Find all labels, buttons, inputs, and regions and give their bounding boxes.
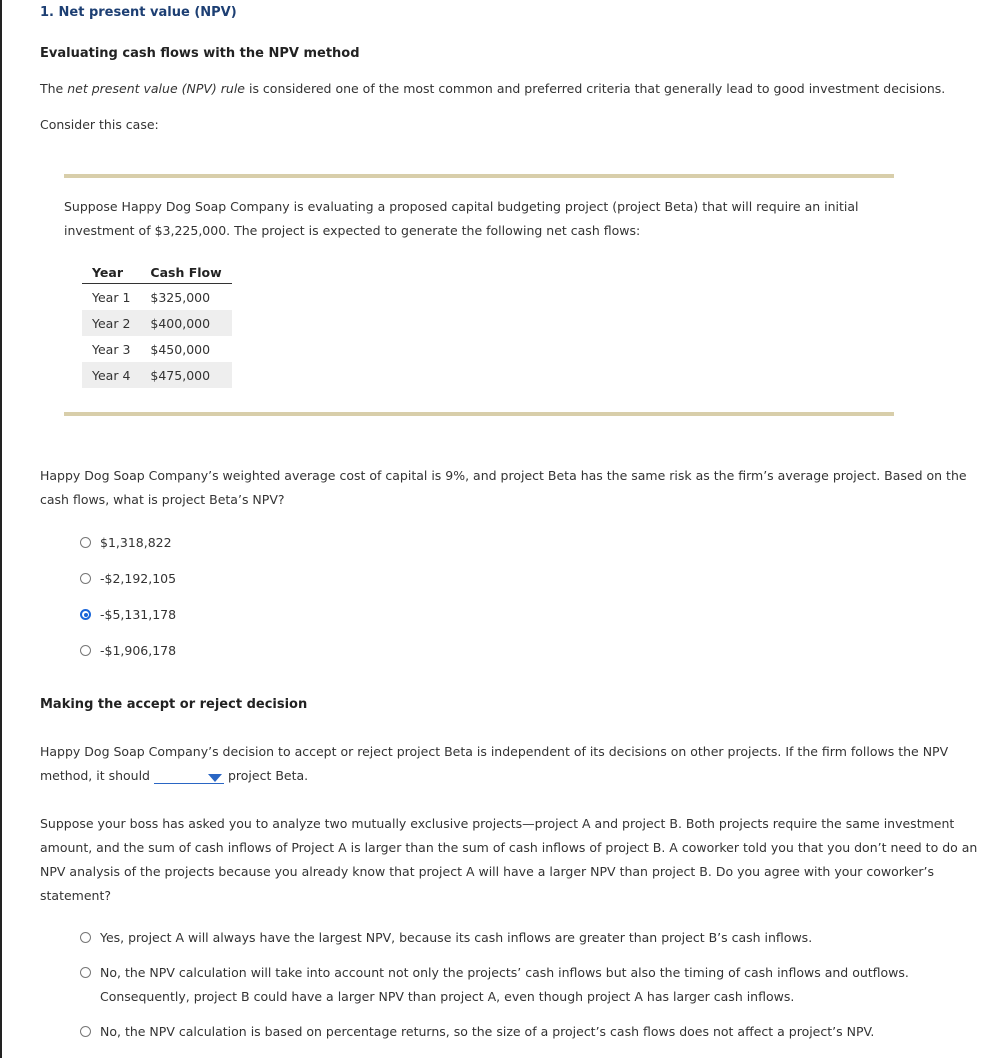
table-row (82, 336, 232, 362)
npv-option-3[interactable] (80, 607, 176, 622)
decision-text-line-2 (40, 764, 308, 788)
decision-text-start: method, it should (40, 768, 150, 783)
header-year: Year (82, 261, 140, 284)
section-heading-npv-method: Evaluating cash flows with the NPV method (40, 46, 360, 61)
table-header-row (82, 261, 232, 284)
radio-button[interactable] (80, 967, 91, 978)
option-label: $1,318,822 (100, 535, 172, 550)
intro-npv-rule-term: net present value (NPV) rule (67, 81, 245, 96)
case-text-line-2: investment of $3,225,000. The project is expected to generate the following net cash flows: (64, 223, 641, 238)
npv-option-2[interactable] (80, 571, 176, 586)
agree-option-3[interactable] (80, 1020, 874, 1044)
scenario-text-line-4: statement? (40, 888, 111, 903)
header-cash-flow: Cash Flow (140, 261, 231, 284)
agree-option-2[interactable] (80, 961, 909, 1009)
table-row (82, 310, 232, 336)
option-label (100, 961, 909, 1009)
chevron-down-icon[interactable] (208, 774, 222, 782)
radio-button-selected[interactable] (80, 609, 91, 620)
year-cell: Year 4 (82, 362, 140, 388)
year-cell: Year 3 (92, 341, 131, 357)
option-label: Yes, project A will always have the largest NPV, because its cash inflows are greater than project B’s cash inflows. (100, 930, 813, 945)
year-cell: Year 1 (92, 289, 131, 305)
cash-flow-cell: $450,000 (150, 341, 211, 357)
cash-flow-cell: $400,000 (140, 310, 231, 336)
decision-text-end: project Beta. (227, 768, 309, 783)
npv-option-1[interactable] (80, 535, 172, 550)
case-text-line-1: Suppose Happy Dog Soap Company is evaluating a proposed capital budgeting project (project Beta) that will require an initial (64, 199, 859, 214)
radio-button[interactable] (80, 537, 91, 548)
npv-question-line-2: cash flows, what is project Beta’s NPV? (40, 492, 285, 507)
cash-flow-table (82, 261, 232, 388)
radio-button[interactable] (80, 1026, 91, 1037)
option-label: -$1,906,178 (100, 643, 177, 658)
npv-option-4[interactable] (80, 643, 176, 658)
scenario-text-line-3: NPV analysis of the projects because you already know that project A will have a larger NPV than project B. Do you agree with your coworker’s (40, 864, 935, 879)
intro-text-start: The (40, 81, 68, 96)
option-label-line-2: Consequently, project B could have a larger NPV than project A, even though project A has larger cash inflows. (100, 989, 795, 1004)
intro-text-end: is considered one of the most common and preferred criteria that generally lead to good investment decisions. (245, 81, 946, 96)
section-heading-accept-reject: Making the accept or reject decision (40, 697, 308, 712)
consider-text: Consider this case: (40, 117, 159, 132)
accept-reject-dropdown[interactable] (154, 769, 224, 784)
cash-flow-cell: $475,000 (140, 362, 231, 388)
npv-question-line-1: Happy Dog Soap Company’s weighted average cost of capital is 9%, and project Beta has the same risk as the firm’s average project. Based on the (40, 468, 967, 483)
table-row (82, 284, 232, 311)
case-bottom-rule (64, 412, 894, 416)
option-label: No, the NPV calculation is based on percentage returns, so the size of a project’s cash flows does not affect a project’s NPV. (100, 1024, 875, 1039)
question-title: 1. Net present value (NPV) (40, 5, 237, 20)
left-border (0, 0, 2, 1058)
scenario-text-line-2: amount, and the sum of cash inflows of Project A is larger than the sum of cash inflows of project B. A coworker told you that you don’t need to do an (40, 840, 978, 855)
radio-button[interactable] (80, 932, 91, 943)
option-label: -$2,192,105 (100, 571, 177, 586)
cash-flow-cell: $325,000 (150, 289, 211, 305)
decision-text-line-1: Happy Dog Soap Company’s decision to accept or reject project Beta is independent of its decisions on other projects. If the firm follows the NPV (40, 744, 949, 759)
case-top-rule (64, 174, 894, 178)
year-cell: Year 2 (82, 310, 140, 336)
radio-button[interactable] (80, 645, 91, 656)
scenario-text-line-1: Suppose your boss has asked you to analyze two mutually exclusive projects—project A and project B. Both projects require the same investment (40, 816, 955, 831)
option-label: -$5,131,178 (100, 607, 177, 622)
table-row (82, 362, 232, 388)
radio-button[interactable] (80, 573, 91, 584)
agree-option-1[interactable] (80, 926, 812, 950)
intro-paragraph (40, 77, 945, 101)
option-label-line-1: No, the NPV calculation will take into account not only the projects’ cash inflows but also the timing of cash inflows and outflows. (100, 965, 909, 980)
